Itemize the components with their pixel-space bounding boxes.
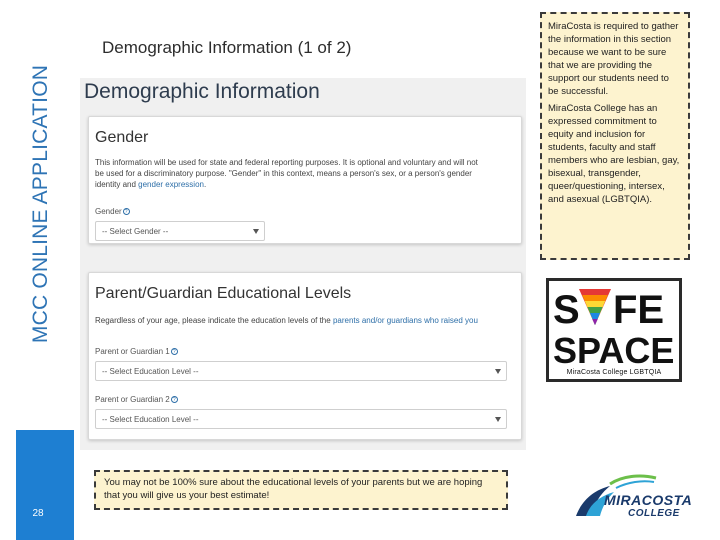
guardian2-label: Parent or Guardian 2 ?: [95, 395, 178, 404]
info-callout: [540, 12, 690, 260]
college-logo-line1: MIRACOSTA: [604, 492, 693, 508]
help-icon[interactable]: ?: [123, 208, 130, 215]
gender-description: This information will be used for state and federal reporting purposes. It is optional and voluntary and will not be used for a discriminatory purpose. "Gender" in this context, means a person's sex, or a person's gender identity and gender expression.: [95, 158, 478, 189]
gender-select[interactable]: -- Select Gender --: [95, 221, 265, 241]
parents-guardians-link[interactable]: parents and/or guardians who raised you: [332, 316, 478, 325]
help-icon[interactable]: ?: [171, 396, 178, 403]
page-number: 28: [32, 508, 44, 519]
svg-text:SPACE: SPACE: [553, 330, 675, 371]
parent-education-description: Regardless of your age, please indicate the education levels of the parents and/or guardians who raised you: [95, 316, 478, 325]
form-screenshot: [80, 78, 526, 450]
gender-expression-link[interactable]: gender expression: [138, 180, 204, 189]
safe-space-logo: [546, 278, 682, 382]
guardian2-education-select[interactable]: -- Select Education Level --: [95, 409, 507, 429]
rainbow-triangle-icon: [579, 289, 611, 325]
guardian1-education-select[interactable]: -- Select Education Level --: [95, 361, 507, 381]
gender-title: Gender: [95, 129, 149, 146]
parent-education-card: [88, 272, 522, 440]
form-heading: Demographic Information: [84, 80, 320, 103]
chevron-down-icon: [495, 417, 501, 422]
gender-field-label: Gender ?: [95, 207, 130, 216]
svg-text:FE: FE: [613, 288, 665, 332]
info-paragraph-1: MiraCosta is required to gather the information in this section because we want to be sure that we are providing the support our students need to be successful.: [548, 21, 679, 97]
gender-card: [88, 116, 522, 244]
svg-text:S: S: [553, 288, 580, 332]
info-paragraph-2: MiraCosta College has an expressed commitment to equity and inclusion for students, faculty and staff members who are lesbian, gay, bisexual, transgender, queer/questioning, intersex, and asexual (LGBTQIA).: [548, 103, 680, 205]
vertical-section-title: MCC ONLINE APPLICATION: [29, 64, 53, 344]
chevron-down-icon: [495, 369, 501, 374]
parent-education-title: Parent/Guardian Educational Levels: [95, 285, 352, 302]
help-icon[interactable]: ?: [171, 348, 178, 355]
miracosta-college-logo: [570, 470, 693, 530]
safe-space-graphic: [549, 281, 679, 379]
guardian1-label: Parent or Guardian 1 ?: [95, 347, 178, 356]
safe-space-caption: MiraCosta College LGBTQIA: [566, 369, 662, 376]
chevron-down-icon: [253, 229, 259, 234]
college-logo-line2: COLLEGE: [628, 508, 680, 519]
estimate-note: You may not be 100% sure about the educational levels of your parents but we are hoping that you will give us your best estimate!: [94, 470, 508, 510]
slide-title: Demographic Information (1 of 2): [102, 38, 352, 57]
side-color-band: [16, 430, 74, 540]
